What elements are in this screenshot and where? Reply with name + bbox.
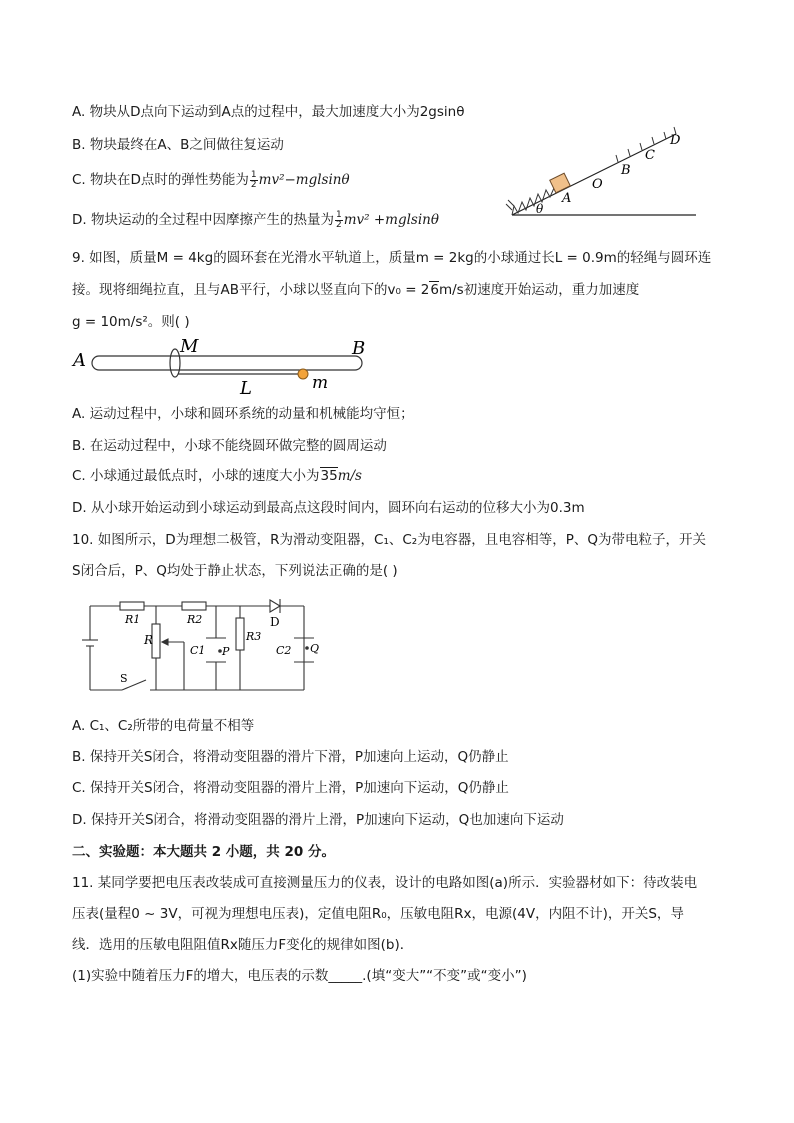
label-r3: R3	[246, 630, 262, 643]
q9-option-c-text: C. 小球通过最低点时，小球的速度大小为	[72, 468, 320, 484]
label-q: Q	[310, 642, 320, 655]
label-m-ball: m	[312, 373, 329, 393]
label-a: A	[73, 350, 86, 371]
q8-option-d-formula: mv² +mglsinθ	[343, 212, 439, 228]
q11-stem-line1: 11. 某同学要把电压表改装成可直接测量压力的仪表，设计的电路如图(a)所示．实验器材如下：待改装电	[72, 875, 698, 891]
label-b: B	[352, 338, 366, 359]
q8-option-c-text: C. 物块在D点时的弹性势能为	[72, 172, 249, 188]
q8-option-d	[72, 210, 439, 230]
label-a: A	[562, 191, 572, 206]
label-r: R	[144, 633, 154, 647]
label-c: C	[645, 148, 655, 163]
label-p: P	[222, 645, 230, 658]
q10-option-a: A. C₁、C₂所带的电荷量不相等	[72, 718, 255, 734]
q9-stem-line2-a: 接。现将细绳拉直，且与AB平行，小球以竖直向下的v₀ = 2	[72, 282, 430, 298]
label-s: S	[120, 672, 128, 685]
q9-stem-line3: g = 10m/s²。则( )	[72, 314, 190, 330]
label-m-ring: M	[180, 336, 199, 357]
q9-option-b: B. 在运动过程中，小球不能绕圆环做完整的圆周运动	[72, 438, 387, 454]
q8-option-b: B. 物块最终在A、B之间做往复运动	[72, 137, 284, 153]
q10-option-c: C. 保持开关S闭合，将滑动变阻器的滑片上滑，P加速向下运动，Q仍静止	[72, 780, 509, 796]
sqrt-6: 6	[430, 282, 439, 298]
q11-subquestion-1: (1)实验中随着压力F的增大，电压表的示数_____.(填“变大”“不变”或“变小”)	[72, 968, 527, 984]
circuit-diagram	[74, 594, 334, 698]
q9-option-c-unit: m/s	[337, 468, 362, 484]
label-c1: C1	[190, 644, 206, 657]
sqrt-35: 35	[320, 468, 338, 484]
label-c2: C2	[276, 644, 292, 657]
q8-option-c-formula: mv²−mglsinθ	[258, 172, 350, 188]
label-l: L	[240, 378, 252, 396]
label-theta: θ	[536, 202, 544, 216]
label-b: B	[621, 163, 631, 178]
q11-stem-line2: 压表(量程0 ~ 3V，可视为理想电压表)，定值电阻R₀，压敏电阻Rx，电源(4V，内阻不计)，开关S，导	[72, 906, 684, 922]
ring-rail-figure	[70, 334, 380, 396]
q9-option-d: D. 从小球开始运动到小球运动到最高点这段时间内，圆环向右运动的位移大小为0.3m	[72, 500, 585, 516]
fraction-half: $\frac{1}{2}$	[335, 209, 342, 230]
label-r2: R2	[187, 613, 203, 626]
label-r1: R1	[125, 613, 141, 626]
q10-option-d: D. 保持开关S闭合，将滑动变阻器的滑片上滑，P加速向下运动，Q也加速向下运动	[72, 812, 564, 828]
q9-option-c	[72, 466, 362, 486]
section-heading: 二、实验题：本大题共 2 小题，共 20 分。	[72, 844, 335, 860]
q9-stem-line2-b: m/s初速度开始运动，重力加速度	[438, 282, 640, 298]
q9-stem-line1: 9. 如图，质量M = 4kg的圆环套在光滑水平轨道上，质量m = 2kg的小球通过长L = 0.9m的轻绳与圆环连	[72, 250, 712, 266]
fraction-half: $\frac{1}{2}$	[250, 169, 257, 190]
label-d: D	[670, 133, 681, 148]
q9-stem-line2	[72, 280, 639, 300]
label-d: D	[270, 615, 280, 629]
q10-stem-line2: S闭合后，P、Q均处于静止状态，下列说法正确的是( )	[72, 563, 398, 579]
q8-option-c	[72, 170, 350, 190]
q11-stem-line3: 线．选用的压敏电阻阻值Rx随压力F变化的规律如图(b)．	[72, 937, 414, 953]
q10-stem-line1: 10. 如图所示，D为理想二极管，R为滑动变阻器，C₁、C₂为电容器，且电容相等，P、Q为带电粒子，开关	[72, 532, 706, 548]
label-o: O	[592, 177, 603, 192]
incline-spring-figure	[500, 124, 700, 224]
q9-option-a: A. 运动过程中，小球和圆环系统的动量和机械能均守恒；	[72, 406, 414, 422]
q8-option-a: A. 物块从D点向下运动到A点的过程中，最大加速度大小为2gsinθ	[72, 104, 465, 120]
q8-option-d-text: D. 物块运动的全过程中因摩擦产生的热量为	[72, 212, 334, 228]
q10-option-b: B. 保持开关S闭合，将滑动变阻器的滑片下滑，P加速向上运动，Q仍静止	[72, 749, 509, 765]
